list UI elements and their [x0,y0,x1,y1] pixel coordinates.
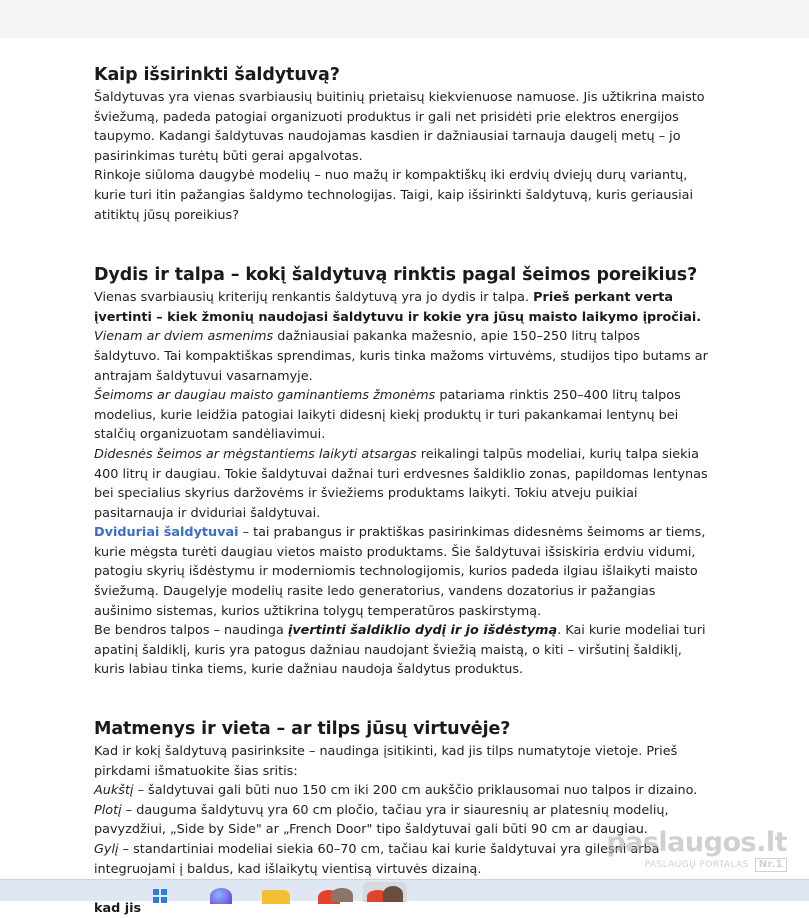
bold-text: Prieš perkant verta įvertinti – kiek žmonių naudojasi šaldytuvu ir kokie yra jūsų maisto laikymo įpročiai. [94,290,702,325]
paragraph [94,445,710,523]
article [94,62,710,918]
paragraph [94,327,710,386]
paragraph: Kad ir kokį šaldytuvą pasirinksite – naudinga įsitikinti, kad jis tilps numatytoje vietoje. Prieš pirkdami išmatuokite šias sritis: [94,744,678,779]
italic-text: Aukštį [94,783,134,799]
paragraph [94,781,710,801]
section-title-dimensions: Matmenys ir vieta – ar tilps jūsų virtuvėje? [94,719,511,740]
paragraph [94,523,710,621]
italic-text: Didesnės šeimos ar mėgstantiems laikyti atsargas [94,446,417,462]
section-title-size-capacity: Dydis ir talpa – kokį šaldytuvą rinktis pagal šeimos poreikius? [94,265,698,286]
browser-top-band [0,0,809,38]
taskbar [0,879,809,901]
paragraph: Rinkoje siūloma daugybė modelių – nuo mažų ir kompaktiškų iki erdvių dviejų durų variantų, kurie turi itin pažangias šaldymo technologijas. Taigi, kaip išsirinkti šaldytuvą, kuris geriausiai atitiktų jūsų poreikius? [94,168,694,223]
italic-text: Gylį [94,842,119,857]
text: Vienas svarbiausių kriterijų renkantis šaldytuvą yra jo dydis ir talpa. [94,290,534,306]
paragraph [94,288,710,327]
file-explorer-icon[interactable] [262,890,290,904]
watermark-logo [606,828,787,872]
italic-text: Šeimoms ar daugiau maisto gaminantiems žmonėms [94,388,436,404]
text: . Kai kurie modeliai turi apatinį šaldiklį, kuris yra patogus dažniau naudojant šviežią maistą, o kiti – viršutinį šaldiklį, kuris labiau tinka tiems, kurie dažniau naudoja šaldytus produktus. [94,623,706,678]
watermark-tagline: PASLAUGŲ PORTALAS Nr.1 [606,858,787,872]
text: – dauguma šaldytuvų yra 60 cm pločio, tačiau yra ir siauresnių ar platesnių modelių, pavyzdžiui, „Side by Side" ar „French Door" tipo šaldytuvai gali būti 90 cm ar daugiau. [94,802,669,838]
two-door-fridges-link[interactable]: Dviduriai šaldytuvai [94,525,239,541]
section-title-how-to-choose: Kaip išsirinkti šaldytuvą? [94,65,340,85]
text: dažniausiai pakanka mažesnio, apie 150–250 litrų talpos šaldytuvo. Tai kompaktiškas sprendimas, kuris tinka mažoms virtuvėms, studijos tipo butams ar antrajam šaldytuvui vasarnamyje. [94,329,708,384]
copilot-icon[interactable] [210,888,232,904]
bold-text: kad jis [94,900,142,916]
text: Be bendros talpos – naudinga [94,623,288,639]
paragraph [94,386,710,445]
active-app-icon[interactable] [363,882,407,902]
text: – tai prabangus ir praktiškas pasirinkimas didesnėms šeimoms ar tiems, kurie mėgsta turėti daugiau vietos maisto produktams. Šie šaldytuvai išsiskiria erdviu vidumi, patogiu skyrių išdėstymu ir moderniomis technologijomis, kurios padeda ilgiau išlaikyti maisto šviežumą. Daugelyje modelių rasite ledo generatorius, vandens dozatorius ir pažangias aušinimo sistemas, kurios užtikrina tolygų temperatūros paskirstymą. [94,525,706,619]
paragraph: Šaldytuvas yra vienas svarbiausių buitinių prietaisų kiekvienuose namuose. Jis užtikrina maisto šviežumą, padeda patogiai organizuoti produktus ir gali net prisidėti prie elektros energijos taupymo. Kadangi šaldytuvas naudojamas kasdien ir dažniausiai tarnauja daugelį metų – jo pasirinkimas turėtų būti gerai apgalvotas. [94,90,705,164]
watermark-brand: paslaugos.lt [606,827,787,858]
paragraph [94,621,710,680]
text: – šaldytuvai gali būti nuo 150 cm iki 200 cm aukščio priklausomai nuo talpos ir dizaino. [133,783,698,799]
text: patariama rinktis 250–400 litrų talpos modelius, kurie leidžia patogiai laikyti didesnį kiekį produktų ir turi pakankamai lentynų bei stalčių organizuotam sandėliavimui. [94,388,681,443]
watermark-rank: Nr.1 [755,858,787,872]
italic-text: Plotį [94,802,122,818]
bold-italic-text: įvertinti šaldiklio dydį ir jo išdėstymą [287,623,558,639]
text: reikalingi talpūs modeliai, kurių talpa siekia 400 litrų ir daugiau. Tokie šaldytuvai dažnai turi erdvesnes šaldiklio zonas, papildomas lentynas bei specialius skyrius daržovėms ir šviežiems produktams laikyti. Tokiu atveju puikiai pasitarnauja ir dviduriai šaldytuvai. [94,446,708,521]
italic-text: Vienam ar dviem asmenims [94,329,274,345]
windows-start-icon[interactable] [153,889,167,903]
text: – standartiniai modeliai siekia 60–70 cm, tačiau kai kurie šaldytuvai yra gilesni arba integruojami į baldus, kad išlaikytų vientisą virtuvės dizainą. [94,842,660,877]
